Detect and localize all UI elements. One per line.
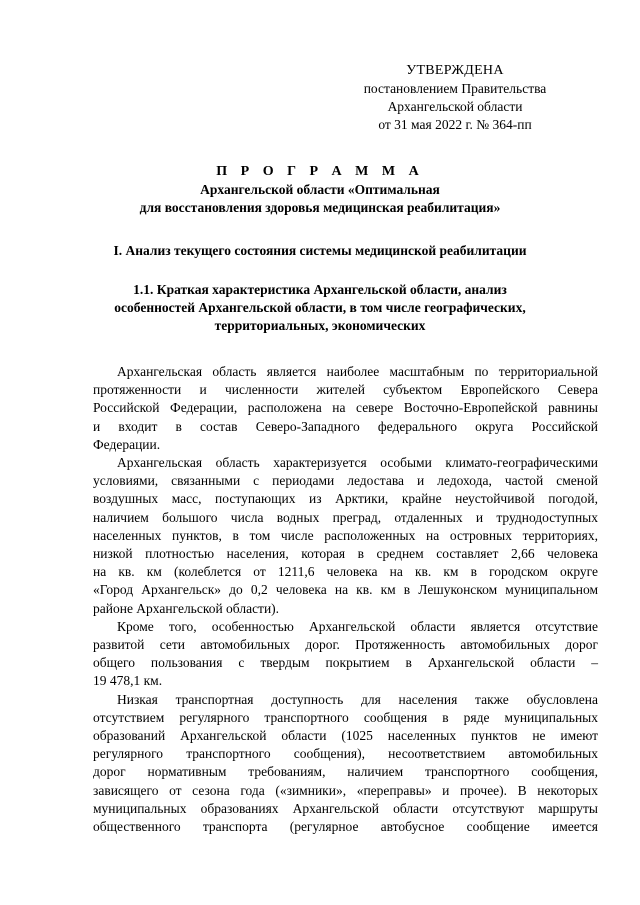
paragraph-2 — [93, 454, 598, 618]
text-line: развитой сети автомобильных дорог. Протяженность автомобильных дорог — [93, 637, 598, 653]
subsection-heading — [90, 281, 550, 335]
text-line: «Город Архангельск» до 0,2 человека на кв. км в Лешуконском муниципальном — [93, 582, 598, 598]
text-line: зависящего от сезона года («зимники», «переправы» и прочее). В некоторых — [93, 782, 598, 798]
approval-line-1: постановлением Правительства — [363, 81, 547, 96]
text-line: на кв. км (колеблется от 1211,6 человека на кв. км в городском округе — [93, 564, 598, 580]
text-line: воздушных масс, поступающих из Арктики, крайне неустойчивой погодой, — [93, 491, 598, 507]
paragraph-1 — [93, 363, 598, 454]
text-line: отсутствием регулярного транспортного сообщения в ряде муниципальных — [93, 709, 598, 725]
text-line: Архангельская область является наиболее масштабным по территориальной — [117, 364, 598, 379]
subsection-heading-line-2: особенностей Архангельской области, в том числе географических, — [114, 300, 526, 315]
text-line: Федерации. — [93, 436, 161, 452]
text-line: Архангельская область характеризуется особыми климато-географическими — [117, 455, 598, 471]
text-line: районе Архангельской области). — [93, 600, 280, 616]
approval-line-3: от 31 мая 2022 г. № 364-пп — [378, 117, 532, 132]
text-line: населенных пунктов, в том числе расположенных на островных территориях, — [93, 527, 598, 543]
paragraph-4 — [93, 691, 598, 837]
program-title-line-2: для восстановления здоровья медицинская реабилитация» — [139, 200, 501, 215]
text-line: общего пользования с твердым покрытием в Архангельской области – — [93, 655, 598, 671]
program-title-word: П Р О Г Р А М М А — [216, 164, 424, 179]
text-line: общественного транспорта (регулярное автобусное сообщение имеется — [93, 819, 598, 835]
section-heading: I. Анализ текущего состояния системы медицинской реабилитации — [113, 243, 527, 258]
text-line: 19 478,1 км. — [93, 673, 163, 689]
subsection-heading-line-1: 1.1. Краткая характеристика Архангельской области, анализ — [133, 282, 507, 297]
text-line: наличием большого числа водных преград, отдаленных и труднодоступных — [93, 509, 598, 525]
text-line: условиями, связанными с периодами ледостава и ледохода, частой сменой — [93, 473, 598, 489]
subsection-heading-line-3: территориальных, экономических — [214, 318, 426, 333]
text-line: муниципальных образованиях Архангельской области отсутствуют маршруты — [93, 800, 598, 816]
approval-line-2: Архангельской области — [387, 99, 523, 114]
program-title — [90, 163, 550, 217]
program-title-line-1: Архангельской области «Оптимальная — [200, 182, 440, 197]
text-line: низкой плотностью населения, которая в среднем составляет 2,66 человека — [93, 546, 598, 562]
text-line: Кроме того, особенностью Архангельской области является отсутствие — [117, 618, 598, 634]
text-line: регулярного транспортного сообщения), несоответствием автомобильных — [93, 746, 598, 762]
paragraph-3 — [93, 618, 598, 691]
approval-block — [330, 62, 580, 134]
text-line: дорог нормативным требованиям, наличием транспортного сообщения, — [93, 764, 598, 780]
text-line: образований Архангельской области (1025 населенных пунктов не имеют — [93, 728, 598, 744]
approval-title: УТВЕРЖДЕНА — [406, 63, 504, 78]
text-line: протяженности и численности жителей субъектом Европейского Севера — [93, 382, 598, 398]
body-text — [93, 363, 598, 836]
text-line: Российской Федерации, расположена на севере Восточно-Европейской равнины — [93, 400, 598, 416]
text-line: и входит в состав Северо-Западного федерального округа Российской — [93, 418, 598, 434]
text-line: Низкая транспортная доступность для населения также обусловлена — [117, 691, 598, 707]
